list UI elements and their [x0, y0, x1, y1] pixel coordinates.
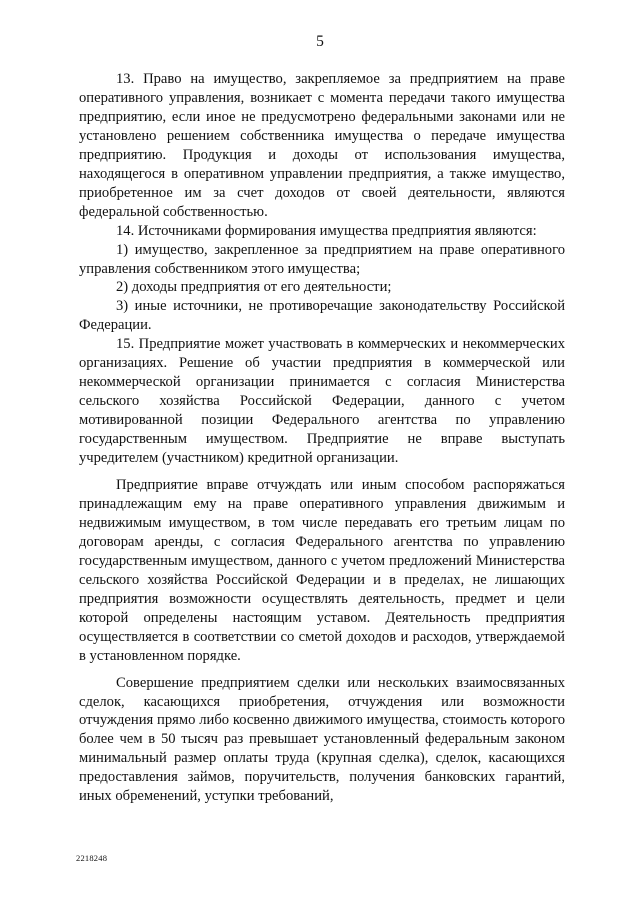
page-number: 5	[316, 33, 324, 50]
list-item-2: 2) доходы предприятия от его деятельности;	[116, 279, 392, 296]
document-body	[79, 70, 565, 806]
paragraph-15: 15. Предприятие может участвовать в коммерческих и некоммерческих организациях. Решение об участии предприятия в коммерческой или некоммерческой организации принимается с согласия Министерства сельского хозяйства Российской Федерации, данного с учетом мотивированной позиции Федерального агентства по управлению государственным имуществом. Предприятие не вправе выступать учредителем (участником) кредитной организации.	[79, 336, 565, 467]
paragraph-14: 14. Источниками формирования имущества предприятия являются:	[116, 222, 537, 239]
paragraph-13: 13. Право на имущество, закрепляемое за предприятием на праве оперативного управления, возникает с момента передачи такого имущества предприятию, если иное не предусмотрено федеральными законами или не установлено решением собственника имущества о передаче имущества предприятию. Продукция и доходы от использования имущества, находящегося в оперативном управлении предприятия, а также имущество, приобретенное им за счет доходов от своей деятельности, являются федеральной собственностью.	[79, 71, 565, 220]
paragraph-transactions: Совершение предприятием сделки или нескольких взаимосвязанных сделок, касающихся приобретения, отчуждения или возможности отчуждения прямо либо косвенно движимого имущества, стоимость которого более чем в 50 тысяч раз превышает установленный федеральным законом минимальный размер оплаты труда (крупная сделка), сделок, касающихся предоставления займов, поручительств, получения банковских гарантий, иных обременений, уступки требований,	[79, 674, 565, 805]
document-code: 2218248	[76, 853, 108, 863]
paragraph-disposal: Предприятие вправе отчуждать или иным способом распоряжаться принадлежащим ему на праве оперативного управления движимым и недвижимым имуществом, в том числе передавать его третьим лицам по договорам аренды, с согласия Федерального агентства по управлению государственным имуществом, данного с учетом предложений Министерства сельского хозяйства Российской Федерации и в пределах, не лишающих предприятия возможности осуществлять деятельность, предмет и цели которой определены настоящим уставом. Деятельность предприятия осуществляется в соответствии со сметой доходов и расходов, утверждаемой в установленном порядке.	[79, 477, 565, 664]
list-item-3: 3) иные источники, не противоречащие законодательству Российской Федерации.	[79, 298, 565, 334]
list-item-1: 1) имущество, закрепленное за предприятием на праве оперативного управления собственником этого имущества;	[79, 241, 565, 277]
